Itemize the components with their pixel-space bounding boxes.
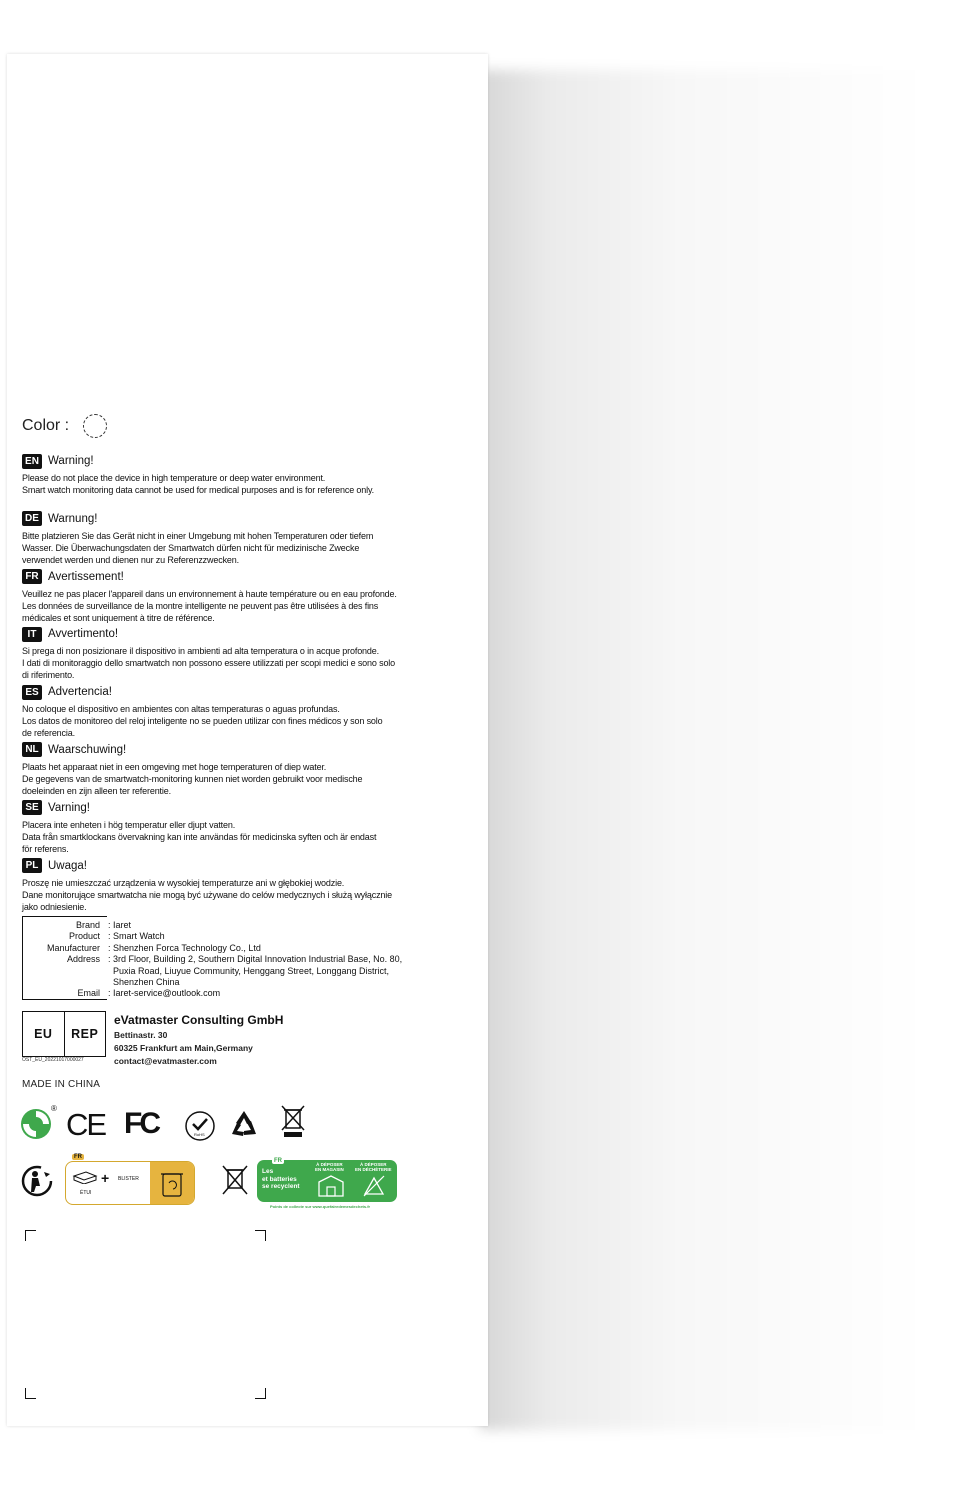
info-label <box>22 966 100 977</box>
info-values <box>108 920 468 1000</box>
warning-text: De gegevens van de smartwatch-monitoring kunnen niet worden gebruikt voor medische <box>22 773 363 784</box>
collection-points-note: Points de collecte sur www.quefairedemesdechets.fr <box>270 1204 371 1209</box>
plus-icon: + <box>101 1170 110 1186</box>
battery-text-line: Les <box>262 1168 274 1175</box>
language-code: SE <box>22 800 42 815</box>
crossed-bin-icon <box>280 1104 306 1138</box>
language-code: EN <box>22 454 42 469</box>
label-sheet <box>7 54 488 1426</box>
recycling-center-icon <box>361 1174 387 1198</box>
warning-en <box>22 452 480 510</box>
yellow-bin <box>150 1162 194 1204</box>
info-value: : Iaret-service@outlook.com <box>108 988 221 999</box>
info-value: : 3rd Floor, Building 2, Southern Digital Innovation Industrial Base, No. 80, <box>108 954 403 965</box>
made-in: MADE IN CHINA <box>22 1079 101 1090</box>
warning-text: No coloque el dispositivo en ambientes con altas temperaturas o aguas profundas. <box>22 704 340 715</box>
warning-text: Les données de surveillance de la montre intelligente ne peuvent pas être utilisées à des fins <box>22 600 379 611</box>
certification-marks <box>20 1104 310 1144</box>
fcc-mark: FC <box>124 1107 158 1140</box>
warning-pl <box>22 857 480 915</box>
language-code: DE <box>22 511 42 526</box>
address-line: contact@evatmaster.com <box>114 1056 217 1066</box>
warning-title: Uwaga! <box>48 859 87 872</box>
ec-rep-code: OST_EU_20221017000027 <box>22 1057 84 1063</box>
warning-text: Wasser. Die Überwachungsdaten der Smartwatch dürfen nicht für medizinische Zwecke <box>22 542 360 553</box>
info-labels <box>22 920 100 1000</box>
warning-text: Smart watch monitoring data cannot be used for medical purposes and is for reference only. <box>22 485 375 495</box>
address-line: Bettinastr. 30 <box>114 1030 168 1040</box>
info-label: Address <box>66 954 100 965</box>
info-value: : Smart Watch <box>108 931 165 942</box>
triman-sorting-info <box>65 1161 195 1205</box>
warning-text: Placera inte enheten i hög temperatur eller djupt vatten. <box>22 819 236 830</box>
warning-text: de referencia. <box>22 728 75 739</box>
etui-label: ÉTUI <box>80 1190 92 1196</box>
box-icon <box>72 1170 98 1184</box>
triman-icon <box>20 1164 56 1198</box>
store-icon <box>317 1174 345 1198</box>
warning-text: doeleinden en zijn alleen ter referentie. <box>22 785 171 796</box>
ce-mark: CE <box>66 1107 106 1142</box>
language-code: ES <box>22 685 42 700</box>
fr-tag: FR <box>74 1154 82 1160</box>
warning-nl <box>22 741 480 799</box>
warning-it <box>22 625 480 683</box>
warning-text: Plaats het apparaat niet in een omgeving met hoge temperaturen of diep water. <box>22 761 327 772</box>
warning-es <box>22 683 480 741</box>
warning-text: di riferimento. <box>22 670 75 681</box>
warning-title: Warning! <box>48 455 94 467</box>
warning-text: Proszę nie umieszczać urządzenia w wysokiej temperaturze ani w głębokiej wodzie. <box>22 877 345 888</box>
warning-text: Veuillez ne pas placer l'appareil dans un environnement à haute température ou en eau profonde. <box>22 588 397 599</box>
warning-title: Waarschuwing! <box>48 743 127 756</box>
language-code: PL <box>22 858 42 873</box>
warning-se <box>22 799 480 857</box>
info-label: Brand <box>75 920 100 930</box>
ec-rep-company: eVatmaster Consulting GmbH <box>114 1013 284 1027</box>
recycle-icon <box>227 1108 261 1140</box>
warning-text: Si prega di non posizionare il dispositivo in ambienti ad alta temperatura o in acque profonde. <box>22 646 379 657</box>
warning-text: Please do not place the device in high temperature or deep water environment. <box>22 473 326 483</box>
battery-text <box>262 1168 300 1191</box>
warning-de <box>22 510 480 568</box>
warning-text: médicales et sont uniquement à titre de référence. <box>22 612 215 623</box>
store-drop-line: À DÉPOSER <box>316 1162 343 1167</box>
warning-text: Los datos de monitoreo del reloj inteligente no se pueden utilizar con fines médicos y son solo <box>22 716 383 727</box>
eu-label: EU <box>34 1027 53 1041</box>
warning-text: Dane monitorujące smartwatcha nie mogą być używane do celów medycznych i służą wyłącznie <box>22 889 392 900</box>
crop-mark <box>255 1230 266 1241</box>
blister-label: BLISTER <box>118 1176 139 1182</box>
info-label: Manufacturer <box>46 942 100 953</box>
info-value: : Iaret <box>108 920 132 930</box>
ec-rep-block <box>22 1011 462 1067</box>
info-value: : Shenzhen Forca Technology Co., Ltd <box>108 942 261 953</box>
bin-icon <box>160 1170 184 1198</box>
battery-text-line: et batteries <box>262 1175 297 1183</box>
warning-title: Advertencia! <box>48 686 112 699</box>
language-code: FR <box>22 569 42 584</box>
sheet-shadow <box>480 70 978 1430</box>
color-swatch <box>83 414 107 438</box>
warning-text: Data från smartklockans övervakning kan inte användas för medicinska syften och är endast <box>22 831 377 842</box>
battery-text-line: se recyclent <box>262 1183 300 1190</box>
battery-recycling-info <box>257 1160 397 1202</box>
recycling-center-label <box>355 1162 392 1172</box>
info-value: Shenzhen China <box>108 977 180 988</box>
crop-mark <box>255 1388 266 1399</box>
rohs-icon <box>184 1110 216 1142</box>
store-drop-label <box>315 1162 344 1172</box>
fr-tag: FR <box>274 1158 282 1164</box>
eu-rep-badge <box>22 1011 106 1057</box>
info-label: Email <box>77 988 100 999</box>
warning-text: I dati di monitoraggio dello smartwatch non possono essere utilizzati per scopi medici e sono solo <box>22 658 396 669</box>
product-info <box>22 916 477 999</box>
warning-fr <box>22 568 480 626</box>
center-drop-line: À DÉPOSER <box>360 1162 387 1167</box>
warning-text: Bitte platzieren Sie das Gerät nicht in einer Umgebung mit hohen Temperaturen oder tiefem <box>22 530 374 541</box>
warning-title: Avvertimento! <box>48 628 119 641</box>
rohs-label: RoHS <box>194 1132 205 1137</box>
warning-text: jako odniesienie. <box>22 901 87 912</box>
store-drop-line: EN MAGASIN <box>315 1167 344 1172</box>
info-label <box>22 977 100 988</box>
crop-mark <box>25 1388 36 1399</box>
registered-mark: ® <box>51 1104 57 1113</box>
center-drop-line: EN DÉCHÈTERIE <box>355 1167 392 1172</box>
warning-title: Varning! <box>48 801 90 814</box>
warning-title: Avertissement! <box>48 570 124 583</box>
rep-label: REP <box>64 1012 106 1056</box>
address-line: 60325 Frankfurt am Main,Germany <box>114 1043 253 1053</box>
ec-rep-address <box>114 1029 253 1068</box>
warning-text: verwendet werden und dienen nur zu Referenzzwecken. <box>22 554 239 565</box>
crossed-bin-icon <box>220 1164 250 1198</box>
language-code: NL <box>22 742 42 757</box>
warning-title: Warnung! <box>48 512 98 525</box>
info-label: Product <box>68 931 100 942</box>
color-row <box>22 414 107 438</box>
warning-list <box>22 452 480 914</box>
language-code: IT <box>22 627 42 642</box>
recycling-marks <box>20 1154 400 1214</box>
info-value: Puxia Road, Liuyue Community, Henggang Street, Longgang District, <box>108 965 389 976</box>
crop-mark <box>25 1230 36 1241</box>
warning-text: för referens. <box>22 843 69 854</box>
color-label: Color : <box>22 417 70 434</box>
